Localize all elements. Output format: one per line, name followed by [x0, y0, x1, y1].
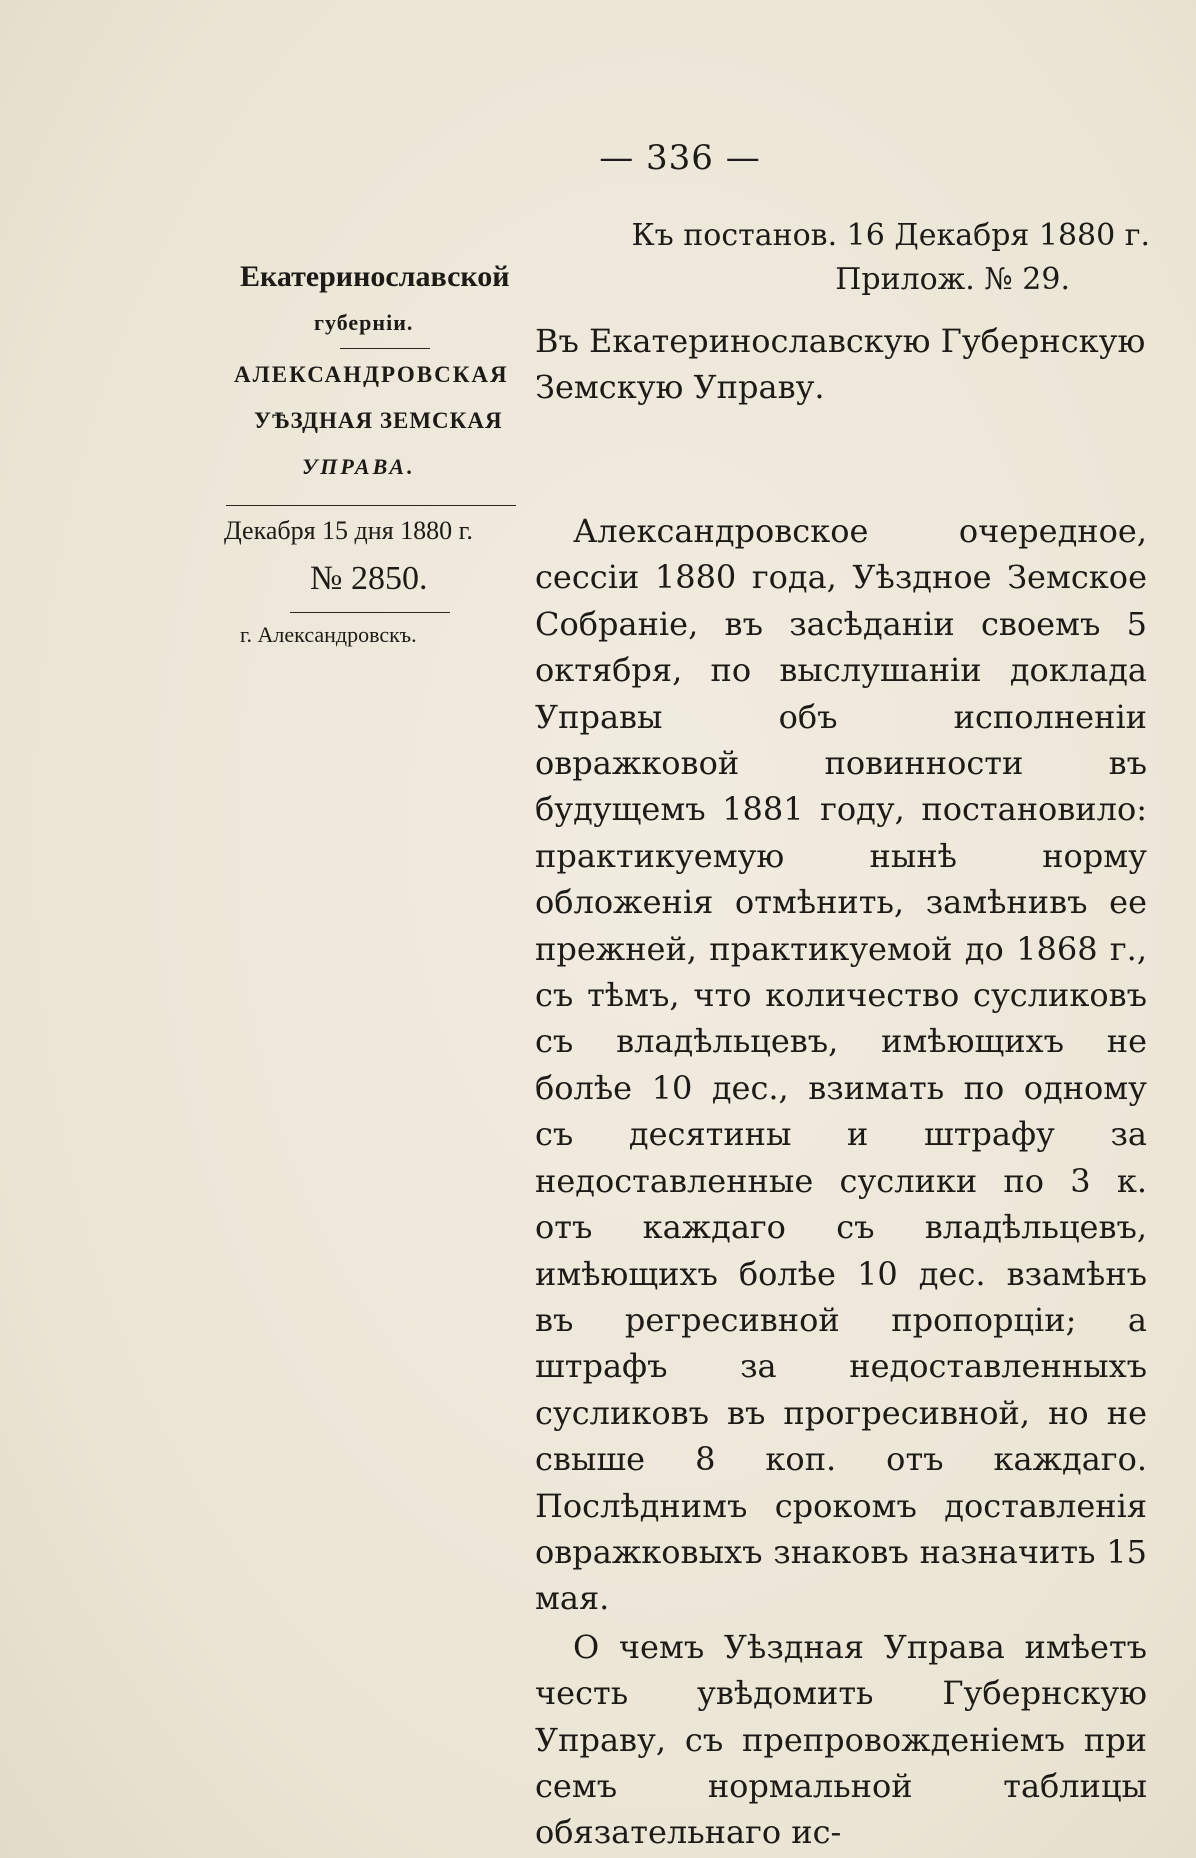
page-number: — 336 —	[599, 138, 761, 178]
addressee-line-1: Въ Екатеринославскую Губернскую	[535, 322, 1146, 360]
sender-board-name: АЛЕКСАНДРОВСКАЯ	[234, 362, 509, 387]
appendix-number: Прилож. № 29.	[835, 262, 1070, 297]
sender-board-word: УПРАВА.	[302, 454, 416, 479]
divider	[290, 612, 450, 613]
letter-date: Декабря 15 дня 1880 г.	[224, 516, 473, 545]
body-paragraph-1: Александровское очередное, сессіи 1880 года, Уѣздное Земское Собраніе, въ засѣданіи своемъ 5 октября, по выслушаніи доклада Управы объ исполненіи овражковой повинности въ будущемъ 1881 году, постановило: практикуемую нынѣ норму обложенія отмѣнить, замѣнивъ ее прежней, практикуемой до 1868 г., съ тѣмъ, что количество сусликовъ съ владѣльцевъ, имѣющихъ не болѣе 10 дес., взимать по одному съ десятины и штрафу за недоставленные суслики по 3 к. отъ каждаго съ владѣльцевъ, имѣющихъ болѣе 10 дес. взамѣнъ въ регресивной пропорціи; а штрафъ за недоставленныхъ сусликовъ въ прогресивной, но не свыше 8 коп. отъ каждаго. Послѣднимъ срокомъ доставленія овражковыхъ знаковъ назначить 15 мая.	[535, 512, 1147, 1618]
divider	[226, 505, 516, 506]
sender-board-type: УѢЗДНАЯ ЗЕМСКАЯ	[254, 408, 503, 433]
letter-body	[535, 508, 1147, 1856]
addressee	[535, 318, 1147, 410]
sender-province-name: Екатеринославской	[240, 260, 510, 293]
letter-place: г. Александровскъ.	[240, 622, 417, 647]
sender-province-word: губерніи.	[314, 310, 414, 335]
addressee-line-2: Земскую Управу.	[535, 368, 825, 406]
body-paragraph-2: О чемъ Уѣздная Управа имѣетъ честь увѣдомить Губернскую Управу, съ препровожденіемъ при семъ нормальной таблицы обязательнаго ис-	[535, 1627, 1147, 1852]
divider	[340, 348, 430, 349]
letter-number: № 2850.	[310, 560, 428, 597]
resolution-reference: Къ постанов. 16 Декабря 1880 г.	[631, 218, 1150, 253]
